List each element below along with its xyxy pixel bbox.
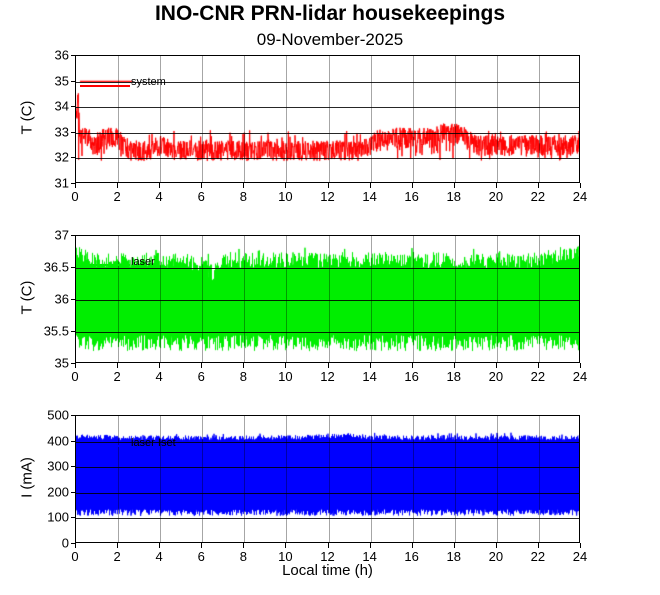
x-tick-mark: [75, 363, 76, 368]
gridline-vertical: [160, 56, 161, 182]
plot-area-laser-current: [75, 415, 580, 543]
y-tick-mark: [71, 517, 76, 518]
y-tick-label: 32: [54, 149, 69, 165]
x-tick-label: 6: [197, 549, 205, 564]
y-tick-mark: [71, 466, 76, 467]
gridline-vertical: [497, 56, 498, 182]
y-tick-label: 36: [54, 47, 69, 63]
x-tick-mark: [580, 363, 581, 368]
x-tick-mark: [201, 183, 202, 188]
gridline-vertical: [160, 236, 161, 362]
y-tick-mark: [71, 415, 76, 416]
y-tick-mark: [71, 106, 76, 107]
x-tick-mark: [370, 543, 371, 548]
x-tick-mark: [117, 543, 118, 548]
x-tick-label: 24: [572, 189, 588, 204]
x-tick-mark: [496, 543, 497, 548]
x-tick-mark: [201, 543, 202, 548]
x-tick-mark: [454, 183, 455, 188]
x-tick-mark: [159, 543, 160, 548]
y-tick-mark: [71, 492, 76, 493]
gridline-vertical: [286, 56, 287, 182]
gridline-vertical: [413, 56, 414, 182]
x-tick-mark: [370, 363, 371, 368]
trace-laser-current: [76, 416, 580, 543]
gridline-vertical: [539, 56, 540, 182]
y-tick-mark: [71, 55, 76, 56]
y-axis-label-laser-temp: T (C): [18, 280, 36, 315]
x-tick-mark: [328, 363, 329, 368]
x-tick-mark: [538, 363, 539, 368]
x-tick-mark: [285, 183, 286, 188]
gridline-vertical: [286, 236, 287, 362]
x-tick-mark: [328, 183, 329, 188]
x-tick-label: 4: [155, 189, 163, 204]
x-tick-label: 4: [155, 549, 163, 564]
gridline-vertical: [497, 416, 498, 542]
x-tick-mark: [75, 183, 76, 188]
x-tick-mark: [454, 543, 455, 548]
x-tick-label: 12: [320, 369, 335, 384]
x-tick-mark: [159, 363, 160, 368]
x-tick-label: 24: [572, 369, 588, 384]
x-tick-label: 20: [488, 369, 504, 384]
x-tick-mark: [75, 543, 76, 548]
legend-line-laser-current: [80, 445, 130, 447]
y-axis-label-system: T (C): [18, 100, 36, 135]
x-tick-label: 8: [239, 549, 247, 564]
x-tick-label: 20: [488, 549, 504, 564]
x-tick-label: 16: [404, 189, 419, 204]
y-tick-label: 36.5: [43, 259, 69, 275]
y-tick-label: 35: [54, 355, 69, 371]
x-tick-label: 0: [71, 189, 79, 204]
gridline-vertical: [329, 416, 330, 542]
gridline-vertical: [455, 236, 456, 362]
gridline-vertical: [202, 236, 203, 362]
x-tick-label: 10: [278, 369, 293, 384]
x-tick-label: 2: [113, 189, 121, 204]
y-axis-label-laser-current: I (mA): [18, 457, 36, 498]
x-tick-label: 24: [572, 549, 588, 564]
y-tick-mark: [71, 441, 76, 442]
gridline-horizontal: [76, 133, 579, 134]
x-tick-mark: [538, 543, 539, 548]
legend-laser-current: laser Iset: [131, 437, 176, 449]
gridline-horizontal: [76, 107, 579, 108]
x-tick-mark: [496, 363, 497, 368]
gridline-horizontal: [76, 493, 579, 494]
x-tick-mark: [412, 183, 413, 188]
y-tick-label: 34: [54, 98, 69, 114]
gridline-vertical: [371, 236, 372, 362]
gridline-horizontal: [76, 268, 579, 269]
x-tick-mark: [243, 363, 244, 368]
x-tick-label: 8: [239, 369, 247, 384]
x-axis-label: Local time (h): [282, 562, 373, 579]
y-tick-label: 31: [54, 175, 69, 191]
x-tick-label: 20: [488, 189, 504, 204]
legend-line-system: [80, 85, 130, 87]
legend-line-laser-temp: [80, 264, 130, 266]
gridline-vertical: [202, 416, 203, 542]
x-tick-mark: [496, 183, 497, 188]
x-tick-label: 10: [278, 189, 293, 204]
x-tick-label: 0: [71, 369, 79, 384]
x-tick-label: 2: [113, 369, 121, 384]
y-tick-label: 37: [54, 227, 69, 243]
y-tick-mark: [71, 81, 76, 82]
x-tick-label: 14: [362, 369, 377, 384]
gridline-horizontal: [76, 158, 579, 159]
x-tick-label: 10: [278, 549, 293, 564]
x-tick-label: 14: [362, 189, 377, 204]
x-tick-mark: [580, 543, 581, 548]
plot-area-laser-temperature: [75, 235, 580, 363]
x-tick-label: 12: [320, 189, 335, 204]
y-tick-mark: [71, 267, 76, 268]
x-tick-mark: [117, 183, 118, 188]
gridline-horizontal: [76, 300, 579, 301]
x-tick-mark: [328, 543, 329, 548]
y-tick-label: 36: [54, 291, 69, 307]
page-subtitle: 09-November-2025: [256, 30, 404, 49]
y-tick-label: 35: [54, 73, 69, 89]
gridline-vertical: [244, 236, 245, 362]
gridline-vertical: [160, 416, 161, 542]
gridline-vertical: [413, 236, 414, 362]
x-tick-mark: [285, 363, 286, 368]
x-tick-mark: [538, 183, 539, 188]
y-tick-mark: [71, 157, 76, 158]
x-tick-label: 0: [71, 549, 79, 564]
gridline-vertical: [413, 416, 414, 542]
y-tick-mark: [71, 235, 76, 236]
x-tick-label: 16: [404, 549, 419, 564]
x-tick-mark: [201, 363, 202, 368]
x-tick-label: 22: [530, 549, 546, 564]
y-tick-label: 200: [47, 484, 69, 500]
gridline-vertical: [244, 56, 245, 182]
y-tick-label: 400: [47, 433, 69, 449]
x-tick-mark: [580, 183, 581, 188]
y-tick-mark: [71, 299, 76, 300]
gridline-vertical: [202, 56, 203, 182]
page-title: INO-CNR PRN-lidar housekeepings: [154, 2, 506, 25]
gridline-vertical: [286, 416, 287, 542]
gridline-vertical: [371, 416, 372, 542]
legend-laser-temp: laser: [131, 256, 155, 268]
y-tick-label: 100: [47, 509, 69, 525]
x-tick-label: 6: [197, 369, 205, 384]
gridline-vertical: [497, 236, 498, 362]
y-tick-label: 33: [54, 124, 69, 140]
x-tick-label: 22: [530, 369, 546, 384]
x-tick-mark: [285, 543, 286, 548]
x-tick-mark: [412, 363, 413, 368]
gridline-vertical: [455, 416, 456, 542]
x-tick-label: 14: [362, 549, 377, 564]
x-tick-label: 18: [446, 369, 461, 384]
gridline-vertical: [244, 416, 245, 542]
x-tick-mark: [243, 183, 244, 188]
x-tick-label: 2: [113, 549, 121, 564]
x-tick-label: 18: [446, 549, 461, 564]
x-tick-mark: [454, 363, 455, 368]
y-tick-label: 500: [47, 407, 69, 423]
gridline-vertical: [118, 416, 119, 542]
gridline-vertical: [329, 56, 330, 182]
gridline-vertical: [371, 56, 372, 182]
gridline-vertical: [539, 416, 540, 542]
y-tick-mark: [71, 331, 76, 332]
gridline-horizontal: [76, 332, 579, 333]
x-tick-label: 18: [446, 189, 461, 204]
gridline-horizontal: [76, 467, 579, 468]
x-tick-label: 8: [239, 189, 247, 204]
x-tick-mark: [243, 543, 244, 548]
gridline-vertical: [539, 236, 540, 362]
y-tick-label: 300: [47, 458, 69, 474]
x-tick-mark: [159, 183, 160, 188]
x-tick-mark: [412, 543, 413, 548]
x-tick-label: 12: [320, 549, 335, 564]
y-tick-label: 0: [61, 535, 69, 551]
gridline-vertical: [455, 56, 456, 182]
y-tick-label: 35.5: [43, 323, 69, 339]
gridline-horizontal: [76, 518, 579, 519]
x-tick-label: 6: [197, 189, 205, 204]
x-tick-label: 16: [404, 369, 419, 384]
gridline-vertical: [118, 236, 119, 362]
x-tick-label: 22: [530, 189, 546, 204]
plot-area-system-temperature: [75, 55, 580, 183]
gridline-vertical: [118, 56, 119, 182]
y-tick-mark: [71, 132, 76, 133]
legend-system: system: [131, 76, 166, 88]
x-tick-mark: [370, 183, 371, 188]
gridline-vertical: [329, 236, 330, 362]
x-tick-mark: [117, 363, 118, 368]
x-tick-label: 4: [155, 369, 163, 384]
